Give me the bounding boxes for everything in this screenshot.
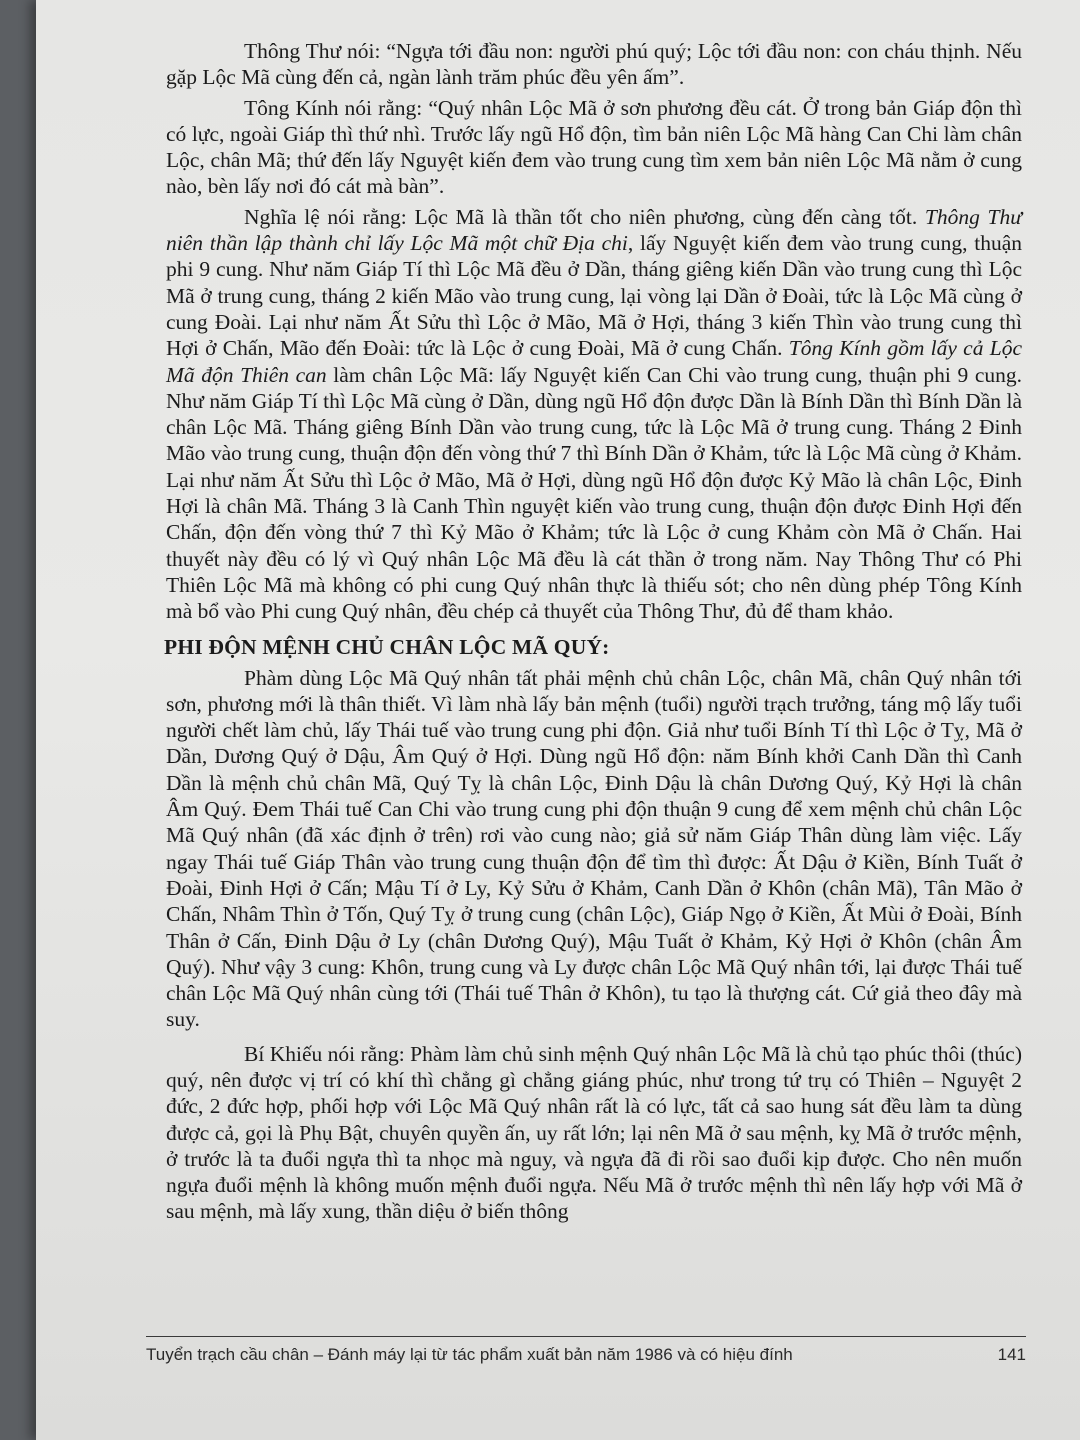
paragraph-bi-khieu: Bí Khiếu nói rằng: Phàm làm chủ sinh mệnh Quý nhân Lộc Mã là chủ tạo phúc thôi (thúc) quý, nên được vị trí có khí thì chẳng gì chẳng giáng phúc, như trong tứ trụ có Thiên – Nguyệt 2 đức, 2 đức hợp, phối hợp với Lộc Mã Quý nhân rất là có lực, tất cả sao hung sát đều làm ta dùng được cả, gọi là Phụ Bật, chuyên quyền ấn, uy rất lớn; lại nên Mã ở sau mệnh, kỵ Mã ở trước mệnh, ở trước là ta đuổi ngựa thì ta nhọc mà nguy, và ngựa đã đi rồi sao đuổi kịp được. Cho nên muốn ngựa đuổi mệnh là không muốn mệnh đuổi ngựa. Nếu Mã ở trước mệnh thì nên lấy hợp với Mã ở sau mệnh, mà lấy xung, thần diệu ở biến thông — [166, 1041, 1022, 1224]
text-run: làm chân Lộc Mã: lấy Nguyệt kiến Can Chi vào trung cung, thuận phi 9 cung. Như năm Giáp Tí thì Lộc Mã cùng ở Dần, dùng ngũ Hổ độn được Dần là Bính Dần thì Bính Dần là chân Lộc Mã. Tháng giêng Bính Dần vào trung cung, tức là Lộc Mã ở trung cung. Tháng 2 Đinh Mão vào trung cung, thuận độn đến vòng thứ 7 thì Bính Dần ở Khảm, tức là Lộc Mã cùng ở Khảm. Lại như năm Ất Sửu thì Lộc ở Mão, Mã ở Hợi, dùng ngũ Hổ độn được Kỷ Mão là chân Lộc, Đinh Hợi là chân Mã. Tháng 3 là Canh Thìn nguyệt kiến vào trung cung, thuận độn được Đinh Hợi đến Chấn, độn đến vòng thứ 7 thì Kỷ Mão ở Khảm; tức là Lộc ở cung Khảm còn Mã ở Chấn. Hai thuyết này đều có lý vì Quý nhân Lộc Mã đều là cát thần ở trong năm. Nay Thông Thư có Phi Thiên Lộc Mã mà không có phi cung Quý nhân thực là thiếu sót; cho nên dùng phép Tông Kính mà bổ vào Phi cung Quý nhân, đều chép cả thuyết của Thông Thư, đủ để tham khảo. — [166, 362, 1022, 624]
page-body — [166, 38, 1022, 1233]
paragraph-nghia-le — [166, 204, 1022, 625]
page-footer — [146, 1336, 1026, 1364]
page-number: 141 — [997, 1345, 1026, 1364]
section-heading: PHI ĐỘN MỆNH CHỦ CHÂN LỘC MÃ QUÝ: — [164, 634, 610, 659]
italic-run: Tông Kính gồm lấy cả Lộc Mã độn Thiên can — [166, 336, 1022, 387]
book-page — [36, 0, 1080, 1440]
text-run: , lấy Nguyệt kiến đem vào trung cung, thuận phi 9 cung. Như năm Giáp Tí thì Lộc Mã đều ở Dần, tháng giêng kiến Dần vào trung cung thì Lộc Mã ở trung cung, tháng 2 kiến Mão vào trung cung, lại vòng lại Dần ở Đoài, tức là Lộc Mã cùng ở cung Đoài. Lại như năm Ất Sửu thì Lộc ở Mão, Mã ở Hợi, tháng 3 kiến Thìn vào trung cung thì Hợi ở Chấn, Mão đến Đoài: tức là Lộc ở cung Đoài, Mã ở cung Chấn. — [166, 231, 1022, 361]
footer-title: Tuyển trạch cầu chân – Đánh máy lại từ tác phẩm xuất bản năm 1986 và có hiệu đính — [146, 1345, 793, 1364]
paragraph-thong-thu: Thông Thư nói: “Ngựa tới đầu non: người phú quý; Lộc tới đầu non: con cháu thịnh. Nếu gặp Lộc Mã cùng đến cả, ngàn lành trăm phúc đều yên ấm”. — [166, 39, 1022, 90]
paragraph-tong-kinh: Tông Kính nói rằng: “Quý nhân Lộc Mã ở sơn phương đều cát. Ở trong bản Giáp độn thì có lực, ngoài Giáp thì thứ nhì. Trước lấy ngũ Hổ độn, tìm bản niên Lộc Mã hàng Can Chi làm chân Lộc, chân Mã; thứ đến lấy Nguyệt kiến đem vào trung cung tìm xem bản niên Lộc Mã nằm ở cung nào, bèn lấy nơi đó cát mà bàn”. — [166, 95, 1022, 199]
text-run: Nghĩa lệ nói rằng: Lộc Mã là thần tốt cho niên phương, cùng đến càng tốt. — [244, 204, 925, 229]
italic-run: Thông Thư niên thần lập thành chỉ lấy Lộc Mã một chữ Địa chi — [166, 204, 1022, 256]
paragraph-pham-dung: Phàm dùng Lộc Mã Quý nhân tất phải mệnh chủ chân Lộc, chân Mã, chân Quý nhân tới sơn, phương mới là thân thiết. Vì làm nhà lấy bản mệnh (tuổi) người trạch trưởng, táng mộ lấy tuổi người chết làm chủ, lấy Thái tuế vào trung cung phi độn. Giả như tuổi Bính Tí thì Lộc ở Tỵ, Mã ở Dần, Dương Quý ở Dậu, Âm Quý ở Hợi. Dùng ngũ Hổ độn: năm Bính khởi Canh Dần thì Canh Dần là mệnh chủ chân Mã, Quý Tỵ là chân Lộc, Đinh Dậu là chân Dương Quý, Kỷ Hợi là chân Âm Quý. Đem Thái tuế Can Chi vào trung cung phi độn thuận 9 cung để xem mệnh chủ chân Lộc Mã Quý nhân (đã xác định ở trên) rơi vào cung nào; giả sử năm Giáp Thân dùng làm việc. Lấy ngay Thái tuế Giáp Thân vào trung cung thuận độn để tìm thì được: Ất Dậu ở Kiền, Bính Tuất ở Đoài, Đinh Hợi ở Cấn; Mậu Tí ở Ly, Kỷ Sửu ở Khảm, Canh Dần ở Khôn (chân Mã), Tân Mão ở Chấn, Nhâm Thìn ở Tốn, Quý Tỵ ở trung cung (chân Lộc), Giáp Ngọ ở Kiền, Ất Mùi ở Đoài, Bính Thân ở Cấn, Đinh Dậu ở Ly (chân Dương Quý), Mậu Tuất ở Khảm, Kỷ Hợi ở Khôn (chân Âm Quý). Như vậy 3 cung: Khôn, trung cung và Ly được chân Lộc Mã Quý nhân tới, lại được Thái tuế chân Lộc Mã Quý nhân cùng tới (Thái tuế Thân ở Khôn), tu tạo là thượng cát. Cứ giả theo đây mà suy. — [166, 665, 1022, 1032]
